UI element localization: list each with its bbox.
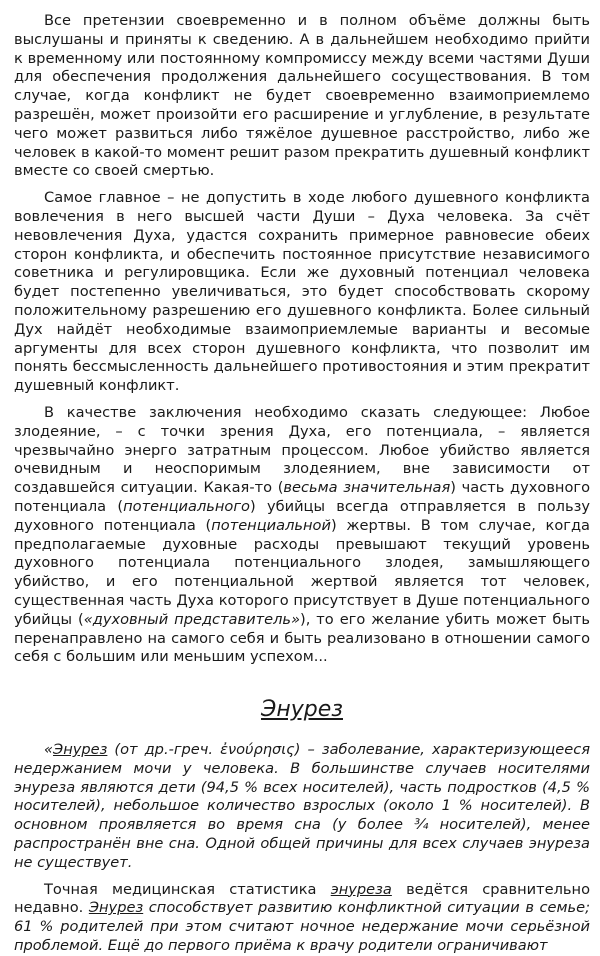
quote-body: (от др.-греч. ἐνούρησις) – заболевание, характеризующееся недержанием мочи у человека. В большинстве случаев носителями энуреза являются дети (94,5 % всех носителей), часть подростков (4,5 % носителей), небольшое количество взрослых (около 1 % носителей). В основном проявляется во время сна (у более ¾ носителей), менее распространён вне сна. Одной общей причины для всех случаев энуреза не существует. (14, 741, 590, 871)
text-run-italic: способствует развитию конфликтной ситуации в семье; 61 % родителей при этом считают ночное недержание мочи серьёзной проблемой. Ещё до первого приёма к врачу родители ограничивают (14, 899, 590, 955)
definition-quote (14, 741, 590, 873)
text-run: Точная медицинская статистика (44, 880, 331, 898)
emphasis-spiritual-representative: «духовный представитель» (83, 610, 300, 628)
text-run: ) жертвы. В том случае, когда предполагаемые духовные расходы превышают текущий уровень духовного потенциала потенциального злодея, замышляющего убийство, и его потенциальной жертвой является тот человек, существенная часть Духа которого присутствует в Душе потенциального убийцы ( (14, 516, 591, 628)
paragraph-spirit: Самое главное – не допустить в ходе любого душевного конфликта вовлечения в него высшей части Души – Духа человека. За счёт невовлечения Духа, удастся сохранить примерное равновесие обеих сторон конфликта, и обеспечить постоянное присутствие независимого советника и регулировщика. Если же духовный потенциал человека будет постепенно увеличиваться, это будет способствовать скорому положительному разрешению его душевного конфликта. Более сильный Дух найдёт необходимые взаимоприемлемые варианты и весомые аргументы для всех сторон душевного конфликта, что позволит им понять бессмысленность дальнейшего противостояния и этим прекратит душевный конфликт. (14, 189, 590, 395)
text-run: ведётся сравнительно недавно. (14, 880, 591, 917)
enuresis-link[interactable]: энуреза (330, 880, 392, 898)
emphasis-potential-victim: потенциальной (211, 516, 331, 534)
emphasis-potential-killer: потенциального (123, 497, 250, 515)
text-run: В качестве заключения необходимо сказать следующее: Любое злодеяние, – с точки зрения Духа, его потенциала, – является чрезвычайно энерго затратным процессом. Любое убийство является очевидным и неоспоримым злодеянием, вне зависимости от создавшейся ситуации. Какая-то ( (14, 403, 590, 497)
paragraph-conclusion (14, 404, 590, 667)
emphasis-significant: весьма значительная (283, 479, 451, 497)
text-run: ), то его желание убить может быть перенаправлено на самого себя и быть реализовано в отношении самого себя с большим или меньшим успехом... (14, 610, 590, 666)
paragraph-claims: Все претензии своевременно и в полном объёме должны быть выслушаны и приняты к сведению. А в дальнейшем необходимо прийти к временному или постоянному компромиссу между всеми частями Души для обеспечения продолжения дальнейшего сосуществования. В том случае, когда конфликт не будет своевременно взаимоприемлемо разрешён, может произойти его расширение и углубление, в результате чего может развиться либо тяжёлое душевное расстройство, либо же человек в какой-то момент решит разом прекратить душевный конфликт вместе со своей смертью. (14, 12, 590, 180)
term-enuresis-link[interactable]: Энурез (53, 741, 108, 759)
text-run: ) убийцы всегда отправляется в пользу духовного потенциала ( (14, 497, 590, 534)
enuresis-link[interactable]: Энурез (88, 899, 144, 917)
section-title: Энурез (261, 697, 343, 723)
paragraph-statistics (14, 881, 590, 956)
text-run: ) часть духовного потенциала ( (14, 479, 591, 515)
quote-open: « (44, 741, 54, 759)
